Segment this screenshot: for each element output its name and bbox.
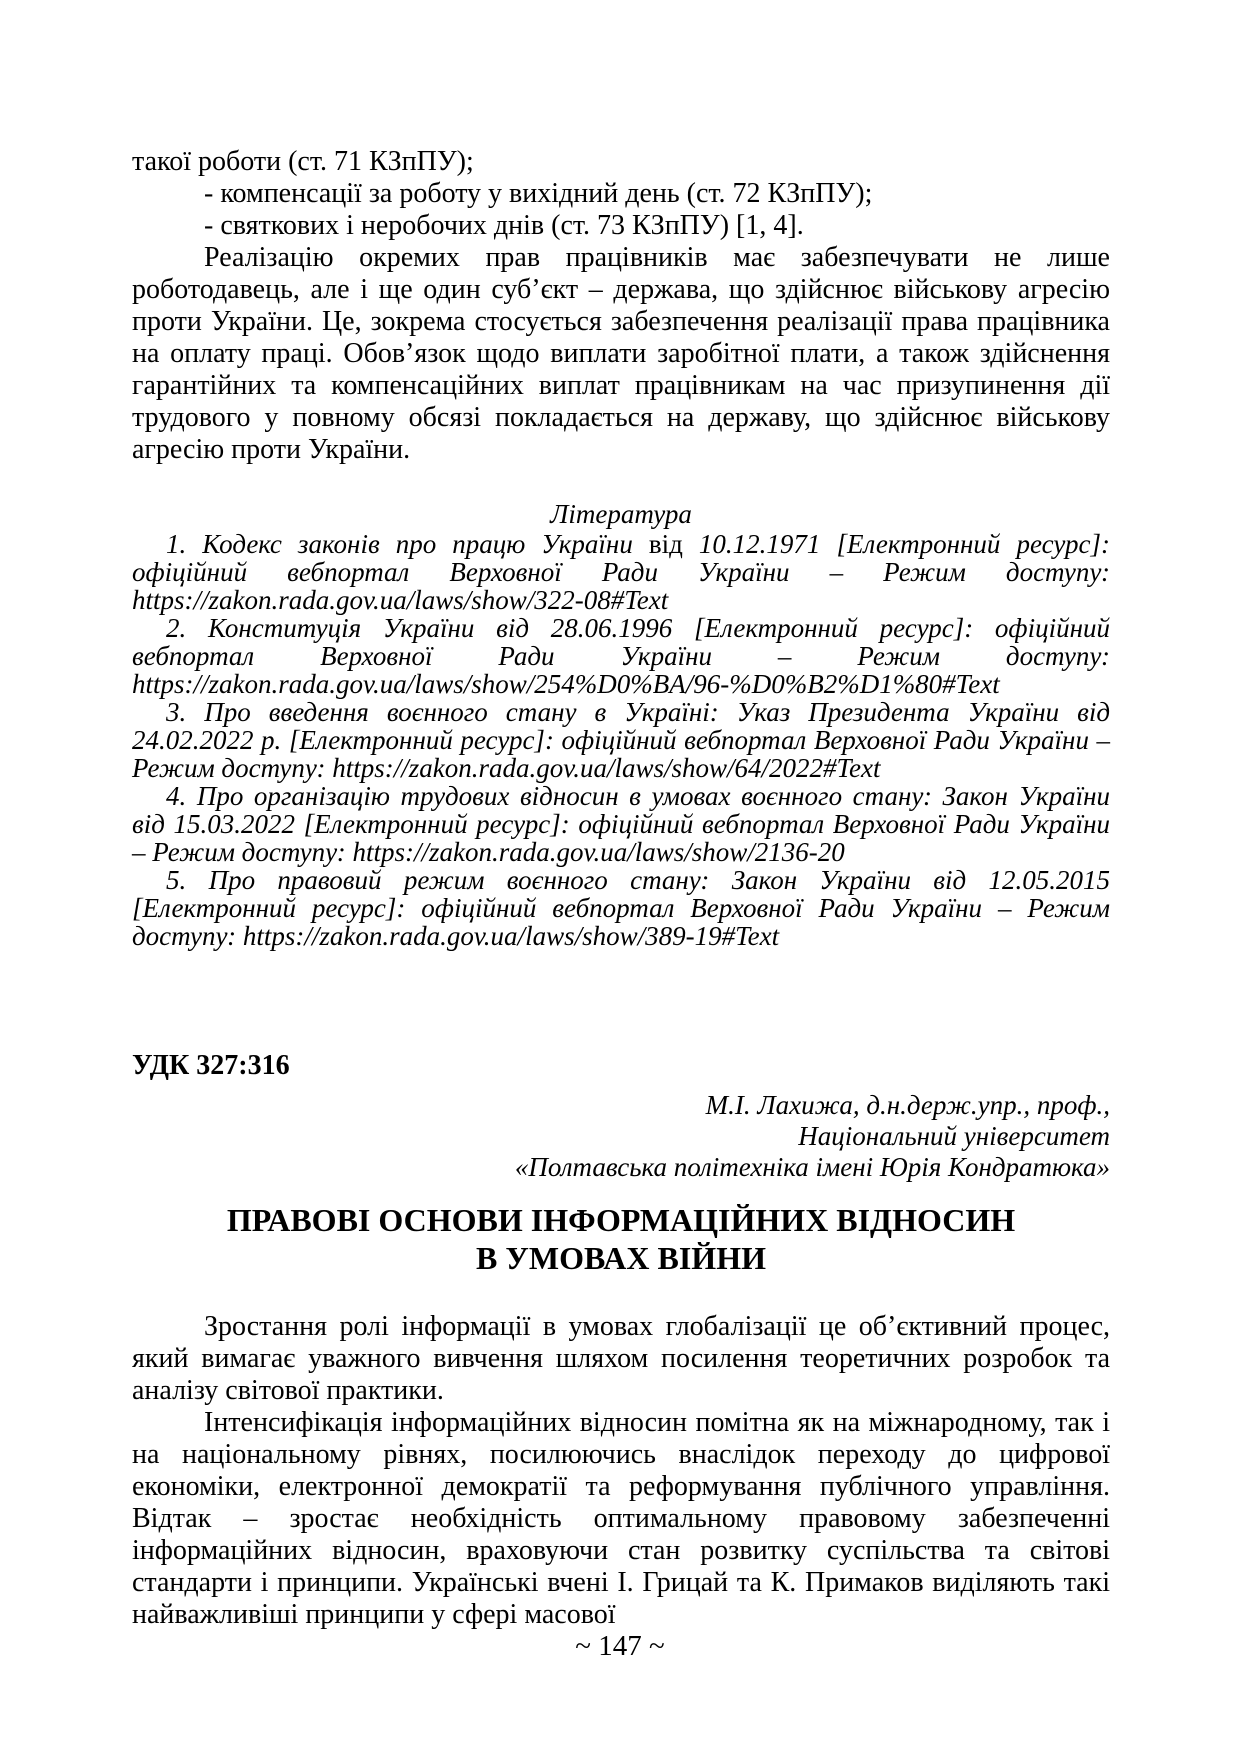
paragraph-intensification: Інтенсифікація інформаційних відносин помітна як на міжнародному, так і на національному рівнях, посилюючись внаслідок переходу до цифрової економіки, електронної демократії та реформування публічного управління. Відтак – зростає необхідність оптимальному правовому забезпеченні інформаційних відносин, враховуючи стан розвитку суспільства та світові стандарти і принципи. Українські вчені І. Грицай та К. Примаков виділяють такі найважливіші принципи у сфері масової [132,1407,1110,1630]
reference-url: https://zakon.rada.gov.ua/laws/show/389-19#Text [242,921,780,951]
reference-url: https://zakon.rada.gov.ua/laws/show/2136-20 [352,837,845,867]
reference-text: 3. Про введення воєнного стану в Україні: Указ Президента України від 24.02.2022 р. [Електронний ресурс]: офіційний вебпортал Верховної Ради України – Режим доступу: [132,697,1110,783]
author-block [132,1090,1110,1183]
reference-item-3 [132,698,1110,782]
reference-text: 4. Про організацію трудових відносин в умовах воєнного стану: Закон України від 15.03.2022 [Електронний ресурс]: офіційний вебпортал Верховної Ради України – Режим доступу: [132,781,1110,867]
reference-item-4 [132,782,1110,866]
article-title [132,1201,1110,1277]
reference-text-roman: від [648,529,683,559]
reference-text: 10.12.1971 [Електронний ресурс]: офіційний вебпортал Верховної Ради України – Режим доступу: [132,529,1111,587]
reference-url: https://zakon.rada.gov.ua/laws/show/322-08#Text [132,585,669,615]
reference-item-2 [132,614,1110,698]
continued-paragraph-line: такої роботи (ст. 71 КЗпПУ); [132,146,474,177]
author-line-institution: «Полтавська політехніка імені Юрія Кондратюка» [514,1152,1110,1182]
paragraph-information-growth: Зростання ролі інформації в умовах глобалізації це об’єктивний процес, який вимагає уважного вивчення шляхом посилення теоретичних розробок та аналізу світової практики. [132,1311,1110,1406]
article-title-line-2: В УМОВАХ ВІЙНИ [476,1240,766,1276]
author-line-university: Національний університет [798,1121,1110,1151]
page-content [132,146,1110,1631]
article-title-line-1: ПРАВОВІ ОСНОВИ ІНФОРМАЦІЙНИХ ВІДНОСИН [226,1202,1016,1238]
reference-text: 1. Кодекс законів про працю України [166,529,649,559]
reference-item-1 [132,530,1110,614]
author-line-name: М.І. Лахижа, д.н.держ.упр., проф., [705,1090,1110,1120]
list-line-holidays: - святкових і неробочих днів (ст. 73 КЗпПУ) [1, 4]. [204,210,804,241]
reference-url: https://zakon.rada.gov.ua/laws/show/254%D0%BA/96-%D0%B2%D1%80#Text [132,669,1000,699]
paragraph-realization: Реалізацію окремих прав працівників має забезпечувати не лише роботодавець, але і ще один суб’єкт – держава, що здійснює військову агресію проти України. Це, зокрема стосується забезпечення реалізації права працівника на оплату праці. Обов’язок щодо виплати заробітної плати, а також здійснення гарантійних та компенсаційних виплат працівникам на час призупинення дії трудового у повному обсязі покладається на державу, що здійснює військову агресію проти України. [132,242,1110,465]
page-number: ~ 147 ~ [575,1630,665,1662]
reference-url: https://zakon.rada.gov.ua/laws/show/64/2022#Text [332,753,881,783]
reference-text: 5. Про правовий режим воєнного стану: Закон України від 12.05.2015 [Електронний ресурс]: офіційний вебпортал Верховної Ради України – Режим доступу: [132,865,1110,951]
udc-code: УДК 327:316 [132,1050,290,1081]
list-line-compensation: - компенсації за роботу у вихідний день (ст. 72 КЗпПУ); [204,178,873,209]
reference-item-5 [132,866,1110,950]
reference-text: 2. Конституція України від 28.06.1996 [Електронний ресурс]: офіційний вебпортал Верховної Ради України – Режим доступу: [132,613,1110,671]
literature-heading: Література [550,499,692,529]
